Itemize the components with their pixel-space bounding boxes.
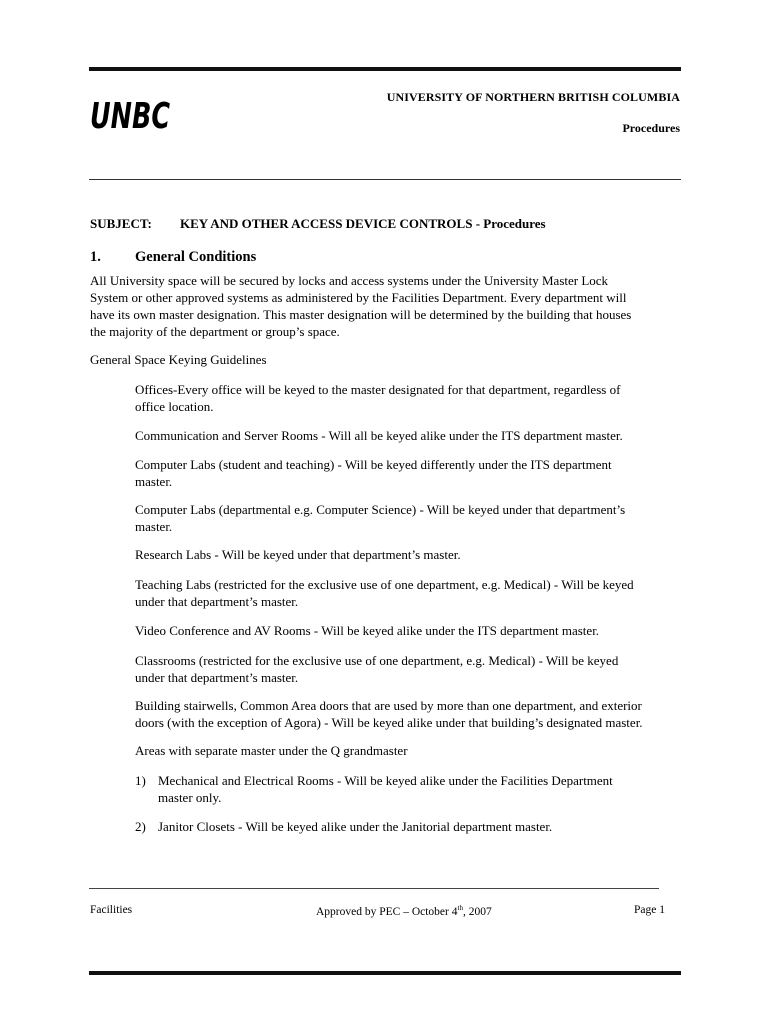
guideline-line: Video Conference and AV Rooms - Will be keyed alike under the ITS department master. <box>135 623 600 638</box>
footer-divider <box>89 888 659 889</box>
guideline-line: master. <box>135 519 173 534</box>
guideline-line: master. <box>135 474 173 489</box>
item-line: Janitor Closets - Will be keyed alike under the Janitorial department master. <box>158 819 553 834</box>
intro-line: have its own master designation. This master designation will be determined by the building that houses <box>90 307 632 322</box>
intro-line: System or other approved systems as administered by the Facilities Department. Every department will <box>90 290 627 305</box>
numbered-item <box>135 818 683 835</box>
intro-paragraph <box>90 272 682 340</box>
approval-ordinal: th <box>457 904 463 912</box>
guideline-line: Communication and Server Rooms - Will all be keyed alike under the ITS department master. <box>135 428 623 443</box>
document-type: Procedures <box>622 121 680 135</box>
approval-year: , 2007 <box>462 906 492 918</box>
guideline-item <box>135 381 683 415</box>
unbc-logo <box>90 92 172 138</box>
guideline-item <box>135 742 683 759</box>
page-number: Page 1 <box>634 904 665 916</box>
approval-text: Approved by PEC – October 4 <box>316 906 458 918</box>
item-line: Mechanical and Electrical Rooms - Will be keyed alike under the Facilities Department <box>158 773 613 788</box>
footer-approval <box>316 904 492 918</box>
logo-wordmark: UNBC <box>90 96 171 137</box>
guideline-item <box>135 456 683 490</box>
item-number: 1) <box>135 773 146 788</box>
intro-line: All University space will be secured by locks and access systems under the University Master Lock <box>90 273 609 288</box>
guideline-item <box>135 576 683 610</box>
guideline-line: Teaching Labs (restricted for the exclusive use of one department, e.g. Medical) - Will be keyed <box>135 577 634 592</box>
item-number: 2) <box>135 819 146 834</box>
guideline-item <box>135 622 683 639</box>
header-divider <box>89 179 681 180</box>
subject-text: KEY AND OTHER ACCESS DEVICE CONTROLS - Procedures <box>180 216 546 231</box>
numbered-item <box>135 772 683 806</box>
guideline-line: Computer Labs (student and teaching) - Will be keyed differently under the ITS department <box>135 457 612 472</box>
top-rule <box>89 67 681 71</box>
guideline-line: Classrooms (restricted for the exclusive use of one department, e.g. Medical) - Will be keyed <box>135 653 619 668</box>
subject-label: SUBJECT: <box>90 216 152 231</box>
guideline-line: Research Labs - Will be keyed under that department’s master. <box>135 547 461 562</box>
guideline-item <box>135 546 683 563</box>
section-title: General Conditions <box>135 249 257 265</box>
guideline-line: Areas with separate master under the Q grandmaster <box>135 743 408 758</box>
guideline-line: Offices-Every office will be keyed to the master designated for that department, regardless of <box>135 382 621 397</box>
footer-department: Facilities <box>90 904 133 916</box>
guideline-item <box>135 697 683 731</box>
guideline-line: Building stairwells, Common Area doors that are used by more than one department, and exterior <box>135 698 642 713</box>
guideline-line: under that department’s master. <box>135 594 299 609</box>
guidelines-heading: General Space Keying Guidelines <box>90 352 267 367</box>
intro-line: the majority of the department or group’s space. <box>90 324 340 339</box>
guideline-item <box>135 501 683 535</box>
item-text <box>158 818 683 835</box>
section-number: 1. <box>90 249 101 265</box>
guideline-item <box>135 652 683 686</box>
guideline-line: doors (with the exception of Agora) - Will be keyed alike under that building’s designated master. <box>135 715 643 730</box>
bottom-rule <box>89 971 681 975</box>
guideline-line: Computer Labs (departmental e.g. Computer Science) - Will be keyed under that department’s <box>135 502 626 517</box>
item-line: master only. <box>158 790 222 805</box>
guideline-line: office location. <box>135 399 214 414</box>
guideline-line: under that department’s master. <box>135 670 299 685</box>
item-text <box>158 772 683 806</box>
guideline-item <box>135 427 683 444</box>
institution-name: UNIVERSITY OF NORTHERN BRITISH COLUMBIA <box>386 90 680 104</box>
